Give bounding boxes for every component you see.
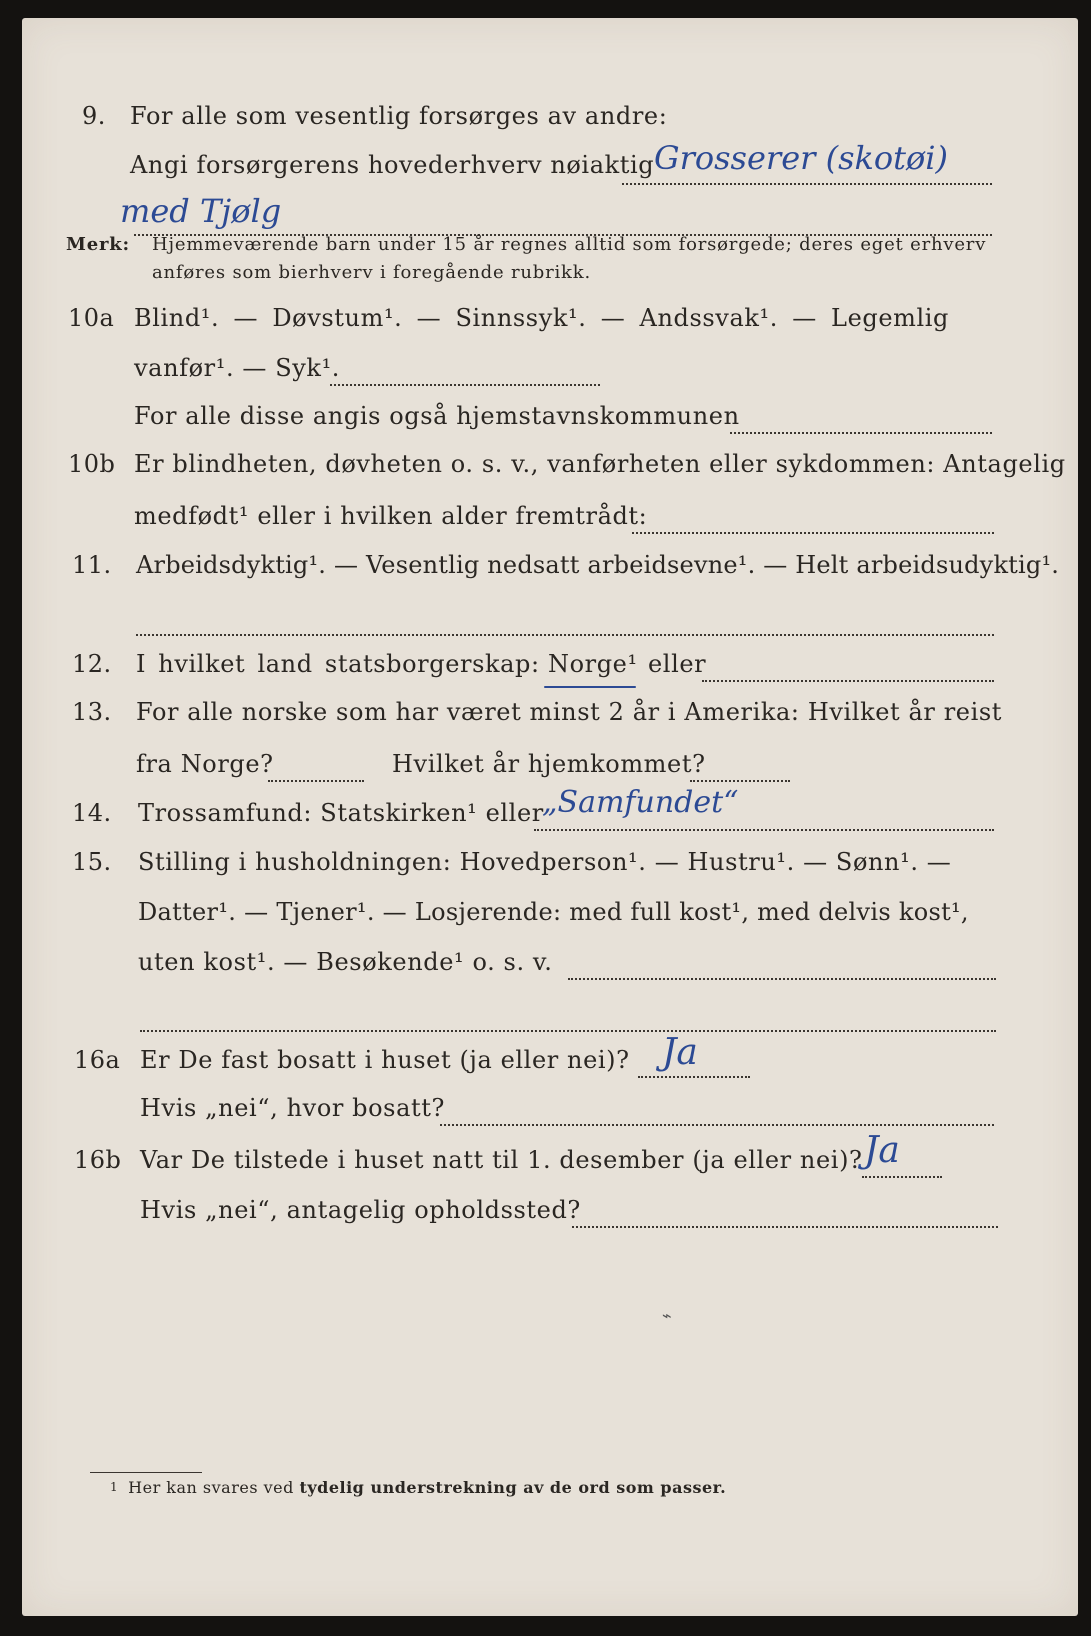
question-13-text: For alle norske som har været minst 2 år i Amerika: Hvilket år reist: [136, 698, 1003, 726]
answer-line: [440, 1124, 994, 1126]
question-11-row: [22, 551, 1078, 595]
question-14-row: [22, 785, 1078, 843]
question-15-text-3: uten kost¹. — Besøkende¹ o. s. v.: [138, 948, 553, 976]
answer-line: [568, 978, 996, 980]
question-9-number: 9.: [82, 102, 106, 130]
footnote-rule: [90, 1472, 202, 1473]
ink-speck: ⌁: [662, 1306, 672, 1325]
question-16b-number: 16b: [74, 1146, 122, 1174]
question-16b-text-2: Hvis „nei“, antagelig opholdssted?: [140, 1196, 581, 1224]
question-10b-row-2: [22, 502, 1078, 546]
answer-line: [730, 432, 992, 434]
answer-line: [632, 532, 994, 534]
question-9-handwritten-answer: Grosserer (skotøi): [654, 139, 949, 177]
question-14-text: Trossamfund: Statskirken¹ eller: [138, 799, 544, 827]
answer-line: [136, 634, 994, 636]
question-16b-text: Var De tilstede i huset natt til 1. desember (ja eller nei)?: [140, 1146, 863, 1174]
question-16b-row-2: [22, 1196, 1078, 1240]
question-10b-number: 10b: [68, 450, 116, 478]
question-10a-row: [22, 304, 1078, 348]
question-15-number: 15.: [72, 848, 112, 876]
question-13-number: 13.: [72, 698, 112, 726]
question-16b-row: [22, 1130, 1078, 1190]
question-16a-row-2: [22, 1094, 1078, 1138]
question-15-row-2: [22, 898, 1078, 942]
answer-line: [622, 183, 992, 185]
question-16a-text: Er De fast bosatt i huset (ja eller nei)?: [140, 1046, 630, 1074]
question-16a-handwritten-answer: Ja: [662, 1032, 698, 1073]
question-16a-text-2: Hvis „nei“, hvor bosatt?: [140, 1094, 445, 1122]
answer-line: [862, 1176, 942, 1178]
question-10b-row: [22, 450, 1078, 494]
question-15-row-4: [22, 994, 1078, 1038]
answer-line: [330, 384, 600, 386]
note-row-2: [22, 262, 1078, 306]
answer-line: [140, 1030, 996, 1032]
question-9-row-3: [22, 194, 1078, 238]
question-15-row: [22, 848, 1078, 892]
question-11-row-2: [22, 596, 1078, 640]
answer-line: [690, 780, 790, 782]
footnote-mark: 1: [110, 1480, 119, 1494]
question-10a-number: 10a: [68, 304, 115, 332]
question-12-number: 12.: [72, 650, 112, 678]
question-9-handwritten-answer-2: med Tjølg: [120, 192, 282, 230]
note-text-2: anføres som bierhverv i foregående rubrikk.: [152, 262, 591, 283]
question-9-row-2: [22, 139, 1078, 195]
question-10b-text-2: medfødt¹ eller i hvilken alder fremtrådt:: [134, 502, 648, 530]
footnote-emphasis: tydelig understrekning av de ord som passer.: [299, 1478, 727, 1497]
question-10a-text-3: For alle disse angis også hjemstavnskommunen: [134, 402, 740, 430]
question-12-row: [22, 650, 1078, 694]
census-form-page: [22, 18, 1078, 1616]
question-12-text: I hvilket land statsborgerskap:: [136, 650, 540, 678]
answer-line: [268, 780, 364, 782]
question-12-suffix: eller: [648, 650, 707, 678]
question-9-text: For alle som vesentlig forsørges av andre:: [130, 102, 668, 130]
question-11-number: 11.: [72, 551, 112, 579]
question-16a-number: 16a: [74, 1046, 121, 1074]
question-10a-text-2: vanfør¹. — Syk¹.: [134, 354, 341, 382]
question-13-row: [22, 698, 1078, 742]
footnote: [110, 1478, 726, 1497]
question-15-text-2: Datter¹. — Tjener¹. — Losjerende: med full kost¹, med delvis kost¹,: [138, 898, 969, 926]
question-13-departure-prompt: fra Norge?: [136, 750, 274, 778]
note-text: Hjemmeværende barn under 15 år regnes alltid som forsørgede; deres eget erhverv: [152, 234, 987, 255]
question-12-option-norge: Norge¹: [548, 650, 638, 678]
question-11-text: Arbeidsdyktig¹. — Vesentlig nedsatt arbeidsevne¹. — Helt arbeidsudyktig¹.: [136, 551, 1060, 579]
answer-line: [572, 1226, 998, 1228]
question-9-prompt: Angi forsørgerens hovederhverv nøiaktig: [130, 151, 655, 179]
footnote-text: Her kan svares ved: [128, 1478, 294, 1497]
answer-line: [638, 1076, 750, 1078]
question-16b-handwritten-answer: Ja: [864, 1130, 900, 1171]
answer-line: [702, 680, 994, 682]
question-10a-row-2: [22, 354, 1078, 398]
question-10a-text: Blind¹. — Døvstum¹. — Sinnssyk¹. — Andssvak¹. — Legemlig: [134, 304, 950, 332]
note-label: Merk:: [66, 234, 130, 255]
question-15-row-3: [22, 948, 1078, 992]
question-10b-text: Er blindheten, døvheten o. s. v., vanførheten eller sykdommen: Antagelig: [134, 450, 1066, 478]
question-14-handwritten-answer: „Samfundet“: [542, 785, 739, 820]
handwritten-underline: [544, 686, 636, 688]
question-13-return-prompt: Hvilket år hjemkommet?: [392, 750, 706, 778]
answer-line: [534, 829, 994, 831]
question-14-number: 14.: [72, 799, 112, 827]
question-10a-row-3: [22, 402, 1078, 446]
question-15-text: Stilling i husholdningen: Hovedperson¹. — Hustru¹. — Sønn¹. —: [138, 848, 952, 876]
question-16a-row: [22, 1032, 1078, 1090]
